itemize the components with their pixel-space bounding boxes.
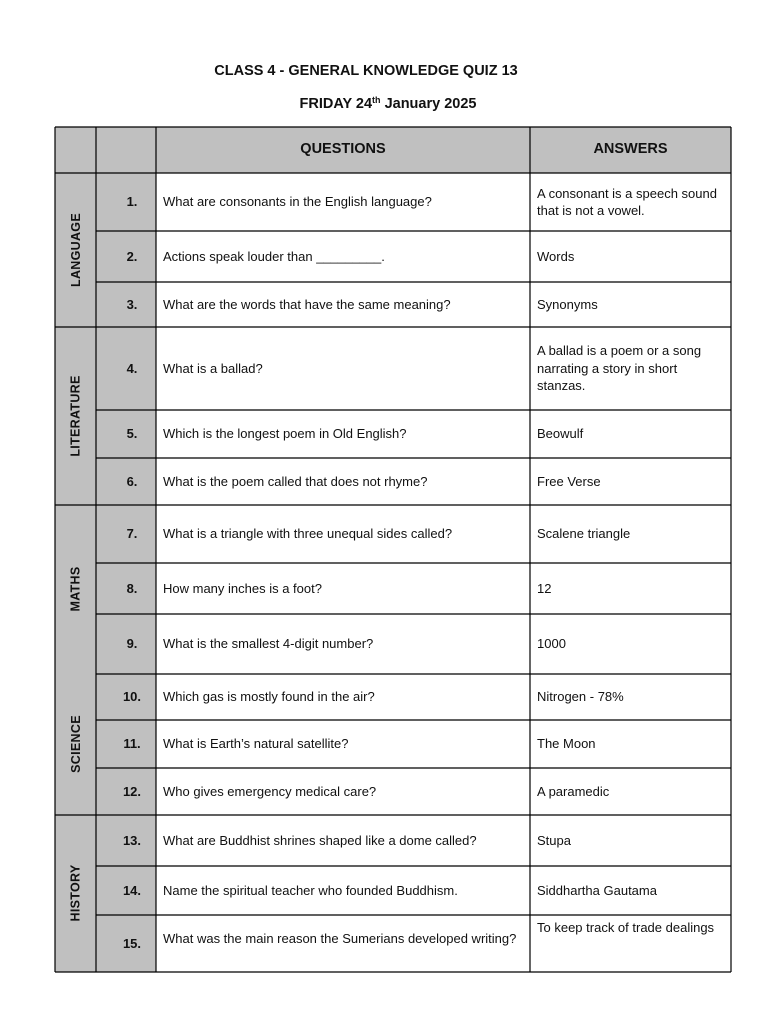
question-number: 15. (122, 935, 142, 951)
question-text: Which gas is mostly found in the air? (163, 689, 375, 705)
question-text: Actions speak louder than _________. (163, 248, 385, 264)
answer-text: Synonyms (537, 296, 598, 312)
question-text: What was the main reason the Sumerians developed writing? (163, 931, 517, 946)
answer-text: Beowulf (537, 426, 584, 442)
question-text: What is the poem called that does not rhyme? (163, 473, 428, 489)
question-number: 13. (122, 832, 142, 848)
question-text: What are consonants in the English language? (163, 194, 432, 210)
question-text: How many inches is a foot? (163, 580, 322, 596)
subject-label-history: HISTORY (68, 864, 83, 922)
question-number: 8. (126, 580, 138, 596)
answer-text: Nitrogen - 78% (537, 689, 624, 705)
question-text: Name the spiritual teacher who founded Buddhism. (163, 882, 458, 898)
question-number: 1. (126, 194, 138, 210)
answer-text: The Moon (537, 736, 596, 752)
answer-text: Stupa (537, 832, 571, 848)
answer-text: A consonant is a speech sound that is not a vowel. (537, 185, 717, 218)
question-text: What is a ballad? (163, 360, 263, 376)
answer-text: A paramedic (537, 783, 610, 799)
question-number: 5. (126, 426, 138, 442)
question-number: 10. (122, 689, 142, 705)
question-text: Who gives emergency medical care? (163, 783, 377, 799)
question-text: Which is the longest poem in Old English? (163, 426, 407, 442)
question-text: What is a triangle with three unequal sides called? (163, 526, 453, 542)
subject-label-science: SCIENCE (68, 715, 83, 773)
question-number: 4. (126, 360, 138, 376)
questions-header: QUESTIONS (300, 141, 386, 158)
question-number: 11. (123, 736, 141, 752)
answer-text: Scalene triangle (537, 526, 631, 542)
question-number: 12. (122, 783, 142, 799)
quiz-date: FRIDAY 24th January 2025 (299, 95, 477, 112)
question-number: 3. (126, 296, 138, 312)
question-number: 6. (126, 473, 138, 489)
answer-text: Siddhartha Gautama (537, 882, 657, 898)
question-text: What are Buddhist shrines shaped like a dome called? (163, 832, 477, 848)
answer-text: A ballad is a poem or a song narrating a story in short stanzas. (537, 343, 702, 394)
question-text: What is Earth’s natural satellite? (163, 736, 349, 752)
answer-text: 1000 (537, 636, 566, 652)
question-number: 2. (126, 248, 138, 264)
answer-text: Words (537, 248, 575, 264)
question-text: What is the smallest 4-digit number? (163, 636, 374, 652)
subject-label-literature: LITERATURE (68, 375, 83, 457)
question-number: 9. (126, 636, 138, 652)
answer-text: 12 (537, 580, 552, 596)
question-number: 14. (122, 882, 142, 898)
answers-header: ANSWERS (593, 141, 668, 158)
subject-label-language: LANGUAGE (68, 213, 83, 287)
subject-label-maths: MATHS (68, 566, 83, 612)
quiz-title: CLASS 4 - GENERAL KNOWLEDGE QUIZ 13 (214, 63, 518, 79)
question-number: 7. (126, 526, 138, 542)
answer-text: To keep track of trade dealings (537, 920, 715, 935)
answer-text: Free Verse (537, 473, 601, 489)
question-text: What are the words that have the same meaning? (163, 296, 451, 312)
